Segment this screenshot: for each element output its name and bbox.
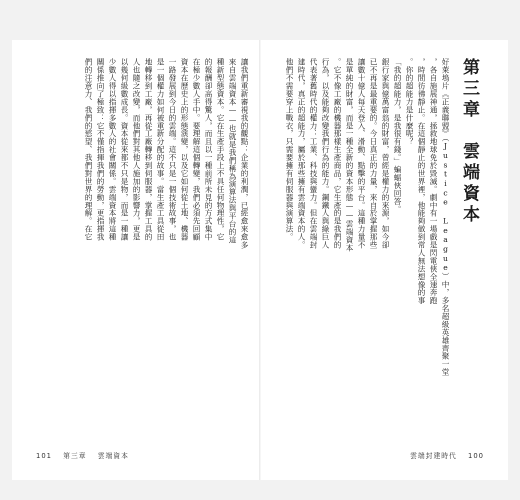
left-page-text-column: 一路發展到今日的雲端。這不只是一個技術故事，也: [168, 58, 177, 241]
left-folio-chapter: 第三章: [63, 452, 87, 460]
right-page-text-column: 是單純的財富，而是一種全新的資本形態——雲端資本: [345, 58, 354, 252]
right-page-text-column: 已不再是最重要的。今日真正的力量，來自於掌握那些: [369, 58, 378, 249]
left-page-text-column: 關係推向了極致：它不僅指揮我們的勞動，更指揮我: [96, 58, 105, 241]
right-page-text-column: 讓數十億人每天登入、滑動、點擊的平台。這種力量不: [357, 58, 366, 249]
right-page-text-column: 銀行家與億萬富翁的財富，曾經是權力的來源，如今卻: [381, 58, 390, 249]
left-page-text-column: 是一個權力如何被重新分配的故事。當生產工具從田: [156, 58, 165, 241]
chapter-title: 第三章 雲端資本: [459, 58, 479, 226]
right-page-text-column: 代表著舊時代的權力：工業、科技與蠻力。但在雲端封: [309, 58, 318, 249]
left-page-text-column: 資本在歷史上的形態演變，以及它如何從土地、機器: [180, 58, 189, 241]
right-page-text-column: 行為，以及能夠改變我們行為的能力。鋼鐵人與綠巨人: [321, 58, 330, 249]
left-page-number: 101: [36, 452, 52, 460]
right-page-text-column: 。你的超能力是什麼呢？: [405, 58, 414, 146]
left-page-text-column: 種新型態資本。它在生產手段上不具任何物理性，它: [216, 58, 225, 241]
left-folio-title: 雲端資本: [97, 452, 129, 460]
right-folio-title: 雲端封建時代: [410, 452, 457, 460]
right-page-number: 100: [468, 452, 484, 460]
left-page-text-column: 以幾何級數成長。資本從來都不只是物，而是一種讓: [120, 58, 129, 241]
left-page-text-column: 人也隨之改變，而他們對其他人施加的影響力，更是: [132, 58, 141, 241]
left-page-text-column: 地轉移到工廠，再從工廠轉移到伺服器，掌握工具的: [144, 58, 153, 241]
left-page-text-column: 讓我們重新審視我的觀點：企業的利潤，已經愈來愈多: [240, 58, 249, 249]
left-page-text-column: 在極少數人手中。要理解這個轉變，我們必須先回顧: [192, 58, 201, 241]
right-page-text-column: 建時代，真正的超能力，屬於那些擁有雲端資本的人。: [297, 58, 306, 249]
right-page-text-column: 他們不需要穿上戰衣，只需要擁有伺服器與演算法。: [285, 58, 294, 241]
right-page-text-column: 好萊塢片《正義聯盟》（Justice League）中，多名超級英雄齊聚一堂: [441, 58, 450, 376]
left-page-text-column: 來自雲端資本——也就是我們稱為演算法與平台的這: [228, 58, 237, 244]
right-page-folio: [402, 450, 484, 460]
right-page-text-column: ，時間彷彿靜止。在這個靜止的世界裡，他能夠做到常人無法想像的事: [417, 58, 426, 305]
book-spread: [12, 40, 508, 480]
right-page-text-column: 。它不像工廠的機器那樣生產商品，它生產的是我們的: [333, 58, 342, 249]
left-page-text-column: 的報酬卻高得驚人，而且以一種前所未見的方式集中: [204, 58, 213, 241]
right-page: [270, 58, 484, 436]
left-page-folio: [36, 450, 137, 460]
left-page-text-column: 少數人得以指揮多數人的社會關係。雲端資本將這種: [108, 58, 117, 241]
left-page-text-column: 們的注意力、我們的慾望、我們對世界的理解。在它: [84, 58, 93, 241]
gutter-divider: [259, 40, 261, 480]
right-page-text-column: 「我的超能力，是我很有錢。」蝙蝠俠回答。: [393, 58, 402, 214]
right-page-text-column: ，各自施展神通，拯救地球免於毀滅。劇中有一場戲是閃電俠全速奔跑: [429, 58, 438, 305]
left-page: [36, 58, 248, 436]
